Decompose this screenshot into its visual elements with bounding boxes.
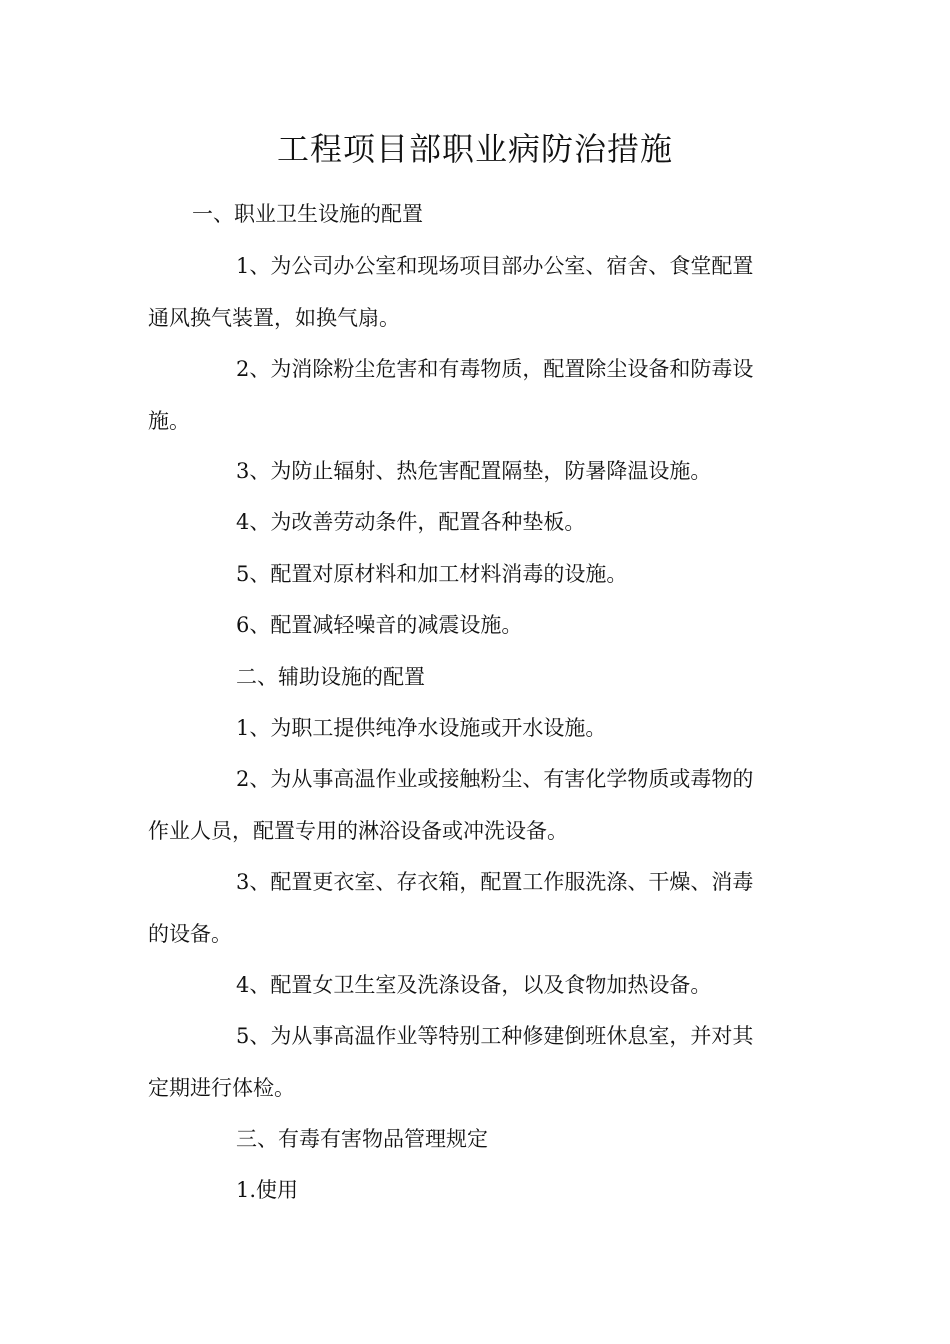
paragraph-2-3 [148, 856, 788, 960]
paragraph-2-5 [148, 1010, 788, 1114]
paragraph-1-4 [148, 496, 788, 548]
text-line: 4、配置女卫生室及洗涤设备，以及食物加热设备。 [236, 973, 712, 997]
text-line: 5、为从事高温作业等特别工种修建倒班休息室，并对其 [236, 1024, 754, 1048]
text-line: 定期进行体检。 [148, 1076, 295, 1100]
text-line: 1、为公司办公室和现场项目部办公室、宿舍、食堂配置 [236, 254, 754, 278]
text-line: 1.使用 [236, 1178, 299, 1202]
paragraph-1-5 [148, 548, 788, 600]
section-heading-3 [148, 1113, 788, 1165]
text-line: 5、配置对原材料和加工材料消毒的设施。 [236, 562, 628, 586]
text-line: 二、辅助设施的配置 [236, 665, 425, 689]
text-line: 6、配置减轻噪音的减震设施。 [236, 613, 523, 637]
paragraph-2-4 [148, 959, 788, 1011]
text-line: 一、职业卫生设施的配置 [192, 202, 423, 226]
text-line: 3、配置更衣室、存衣箱，配置工作服洗涤、干燥、消毒 [236, 870, 754, 894]
text-line: 的设备。 [148, 922, 232, 946]
paragraph-1-6 [148, 599, 788, 651]
text-line: 4、为改善劳动条件，配置各种垫板。 [236, 510, 586, 534]
text-line: 3、为防止辐射、热危害配置隔垫，防暑降温设施。 [236, 459, 712, 483]
paragraph-1-2 [148, 343, 788, 447]
text-line: 2、为从事高温作业或接触粉尘、有害化学物质或毒物的 [236, 767, 754, 791]
text-line: 作业人员，配置专用的淋浴设备或冲洗设备。 [148, 819, 568, 843]
document-title: 工程项目部职业病防治措施 [276, 130, 673, 168]
paragraph-3-1 [148, 1164, 788, 1216]
text-line: 通风换气装置，如换气扇。 [148, 306, 400, 330]
paragraph-2-1 [148, 702, 788, 754]
text-line: 2、为消除粉尘危害和有毒物质，配置除尘设备和防毒设 [236, 357, 754, 381]
text-line: 施。 [148, 409, 190, 433]
section-heading-1 [148, 188, 788, 240]
text-line: 1、为职工提供纯净水设施或开水设施。 [236, 716, 607, 740]
paragraph-1-3 [148, 445, 788, 497]
section-heading-2 [148, 651, 788, 703]
text-line: 三、有毒有害物品管理规定 [236, 1127, 488, 1151]
paragraph-1-1 [148, 240, 788, 344]
paragraph-2-2 [148, 753, 788, 857]
